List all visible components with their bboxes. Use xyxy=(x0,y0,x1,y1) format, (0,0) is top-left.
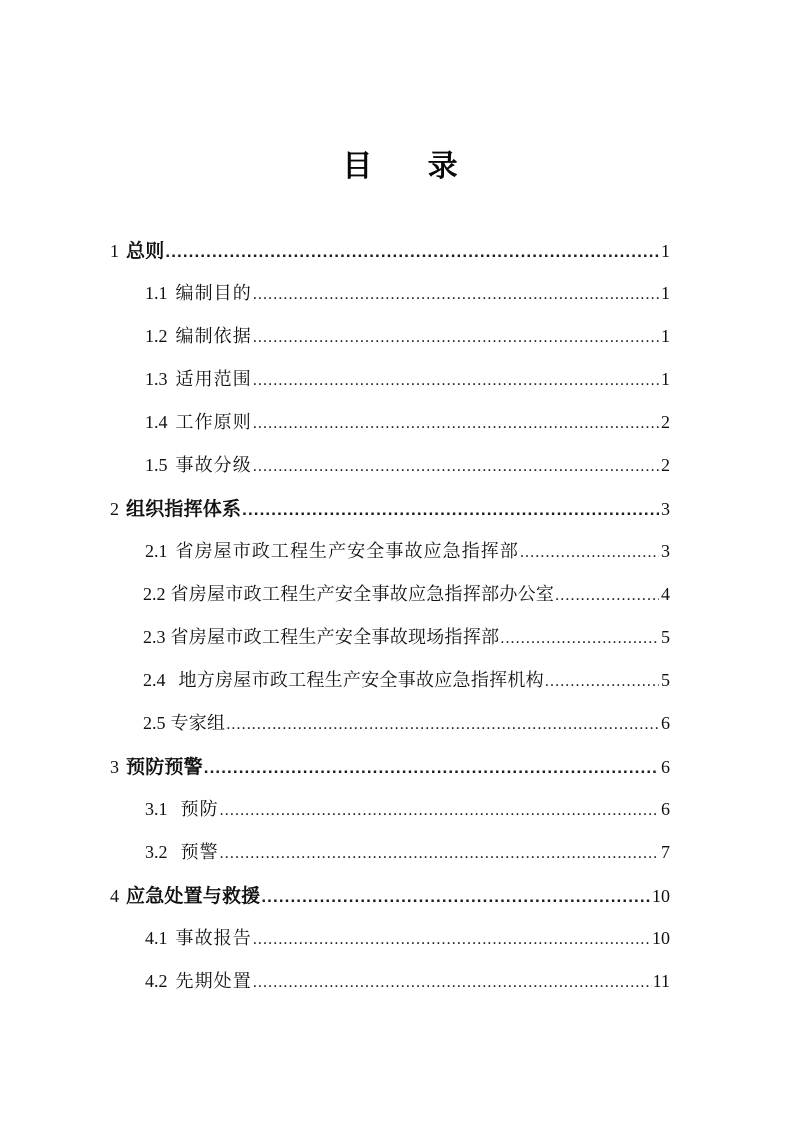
toc-entry[interactable] xyxy=(145,838,670,881)
toc-entry-page: 1 xyxy=(661,369,670,389)
toc-entry-page: 4 xyxy=(661,584,670,604)
dot-leader xyxy=(220,845,659,863)
dot-leader xyxy=(253,372,659,390)
dot-leader xyxy=(165,242,659,261)
toc-entry-page: 6 xyxy=(661,799,670,819)
dot-leader xyxy=(204,758,659,777)
toc-entry-number: 2.1 xyxy=(145,541,168,561)
toc-entry[interactable] xyxy=(110,752,670,795)
toc-entry-page: 10 xyxy=(652,928,670,948)
toc-entry-number: 1.2 xyxy=(145,326,168,346)
toc-entry-head xyxy=(145,408,252,434)
toc-entry[interactable] xyxy=(145,408,670,451)
toc-entry[interactable] xyxy=(145,924,670,967)
toc-entry[interactable] xyxy=(110,494,670,537)
dot-leader xyxy=(242,500,659,519)
toc-entry[interactable] xyxy=(143,580,670,623)
dot-leader xyxy=(500,630,659,648)
toc-entry-label: 先期处置 xyxy=(175,971,252,991)
toc-entry-label: 工作原则 xyxy=(175,412,252,432)
toc-entry-head xyxy=(145,795,219,821)
toc-entry-page: 3 xyxy=(661,499,670,519)
dot-leader xyxy=(253,286,659,304)
toc-entry-number: 1 xyxy=(110,241,119,261)
toc-entry-number: 2.5 xyxy=(143,713,166,733)
toc-entry-head xyxy=(110,236,164,263)
toc-entry-label: 预防预警 xyxy=(126,757,203,778)
toc-entry-head xyxy=(145,924,252,950)
toc-entry-head xyxy=(110,881,260,908)
dot-leader xyxy=(253,458,659,476)
dot-leader xyxy=(520,544,659,562)
toc-entry-head xyxy=(143,709,225,735)
toc-entry-head xyxy=(145,322,252,348)
toc-entry-page: 2 xyxy=(661,412,670,432)
toc-entry-label: 专家组 xyxy=(170,713,226,733)
toc-entry[interactable] xyxy=(110,881,670,924)
toc-entry-head xyxy=(145,537,519,563)
toc-entry-page: 10 xyxy=(652,886,670,906)
toc-entry[interactable] xyxy=(145,795,670,838)
toc-entry-number: 3 xyxy=(110,757,119,777)
toc-entry-head xyxy=(145,967,252,993)
toc-entry-label: 编制目的 xyxy=(175,283,252,303)
toc-entry-label: 应急处置与救援 xyxy=(126,886,261,907)
toc-entry-label: 组织指挥体系 xyxy=(126,499,242,520)
toc-entry-head xyxy=(145,838,219,864)
table-of-contents xyxy=(110,236,670,1010)
toc-entry-page: 5 xyxy=(661,627,670,647)
toc-entry-label: 预防 xyxy=(180,799,219,819)
toc-entry-number: 2.4 xyxy=(143,670,166,690)
toc-entry-label: 省房屋市政工程生产安全事故应急指挥部 xyxy=(175,541,519,561)
toc-entry[interactable] xyxy=(145,967,670,1010)
toc-entry-head xyxy=(110,494,241,521)
toc-entry-number: 3.1 xyxy=(145,799,168,819)
toc-entry-number: 1.1 xyxy=(145,283,168,303)
toc-entry-head xyxy=(143,623,499,649)
toc-entry[interactable] xyxy=(110,236,670,279)
toc-entry[interactable] xyxy=(145,365,670,408)
toc-entry-label: 省房屋市政工程生产安全事故应急指挥部办公室 xyxy=(170,584,555,604)
dot-leader xyxy=(253,415,659,433)
toc-entry[interactable] xyxy=(145,322,670,365)
toc-entry-label: 事故报告 xyxy=(175,928,252,948)
dot-leader xyxy=(220,802,659,820)
toc-entry-page: 3 xyxy=(661,541,670,561)
toc-entry-head xyxy=(110,752,203,779)
dot-leader xyxy=(545,673,659,691)
toc-entry-number: 2 xyxy=(110,499,119,519)
toc-entry[interactable] xyxy=(145,279,670,322)
toc-entry-label: 编制依据 xyxy=(175,326,252,346)
toc-entry-page: 1 xyxy=(661,326,670,346)
toc-entry-page: 5 xyxy=(661,670,670,690)
toc-entry-label: 预警 xyxy=(180,842,219,862)
toc-entry-head xyxy=(145,365,252,391)
toc-entry-number: 4 xyxy=(110,886,119,906)
toc-entry-head xyxy=(143,666,544,692)
toc-entry-number: 2.2 xyxy=(143,584,166,604)
dot-leader xyxy=(555,587,659,605)
toc-entry[interactable] xyxy=(143,709,670,752)
dot-leader xyxy=(253,974,652,992)
toc-entry-label: 省房屋市政工程生产安全事故现场指挥部 xyxy=(170,627,500,647)
toc-entry-label: 地方房屋市政工程生产安全事故应急指挥机构 xyxy=(178,670,544,690)
toc-entry-page: 1 xyxy=(661,241,670,261)
page-title: 目 录 xyxy=(342,150,471,183)
toc-entry-page: 1 xyxy=(661,283,670,303)
toc-entry[interactable] xyxy=(145,451,670,494)
toc-entry-number: 4.2 xyxy=(145,971,168,991)
toc-entry[interactable] xyxy=(143,666,670,709)
toc-entry-page: 11 xyxy=(652,971,670,991)
toc-entry-page: 2 xyxy=(661,455,670,475)
toc-entry-head xyxy=(145,451,252,477)
toc-entry-number: 4.1 xyxy=(145,928,168,948)
toc-entry-number: 1.3 xyxy=(145,369,168,389)
toc-entry-label: 事故分级 xyxy=(175,455,252,475)
dot-leader xyxy=(261,887,651,906)
toc-entry-label: 适用范围 xyxy=(175,369,252,389)
toc-entry-number: 2.3 xyxy=(143,627,166,647)
toc-entry-number: 3.2 xyxy=(145,842,168,862)
dot-leader xyxy=(253,931,651,949)
toc-entry-label: 总则 xyxy=(126,241,165,262)
toc-entry-head xyxy=(143,580,554,606)
toc-entry-page: 7 xyxy=(661,842,670,862)
toc-entry-page: 6 xyxy=(661,757,670,777)
toc-entry[interactable] xyxy=(143,623,670,666)
dot-leader xyxy=(226,716,659,734)
dot-leader xyxy=(253,329,659,347)
toc-entry-head xyxy=(145,279,252,305)
toc-entry-number: 1.4 xyxy=(145,412,168,432)
toc-entry-page: 6 xyxy=(661,713,670,733)
toc-entry[interactable] xyxy=(145,537,670,580)
toc-entry-number: 1.5 xyxy=(145,455,168,475)
